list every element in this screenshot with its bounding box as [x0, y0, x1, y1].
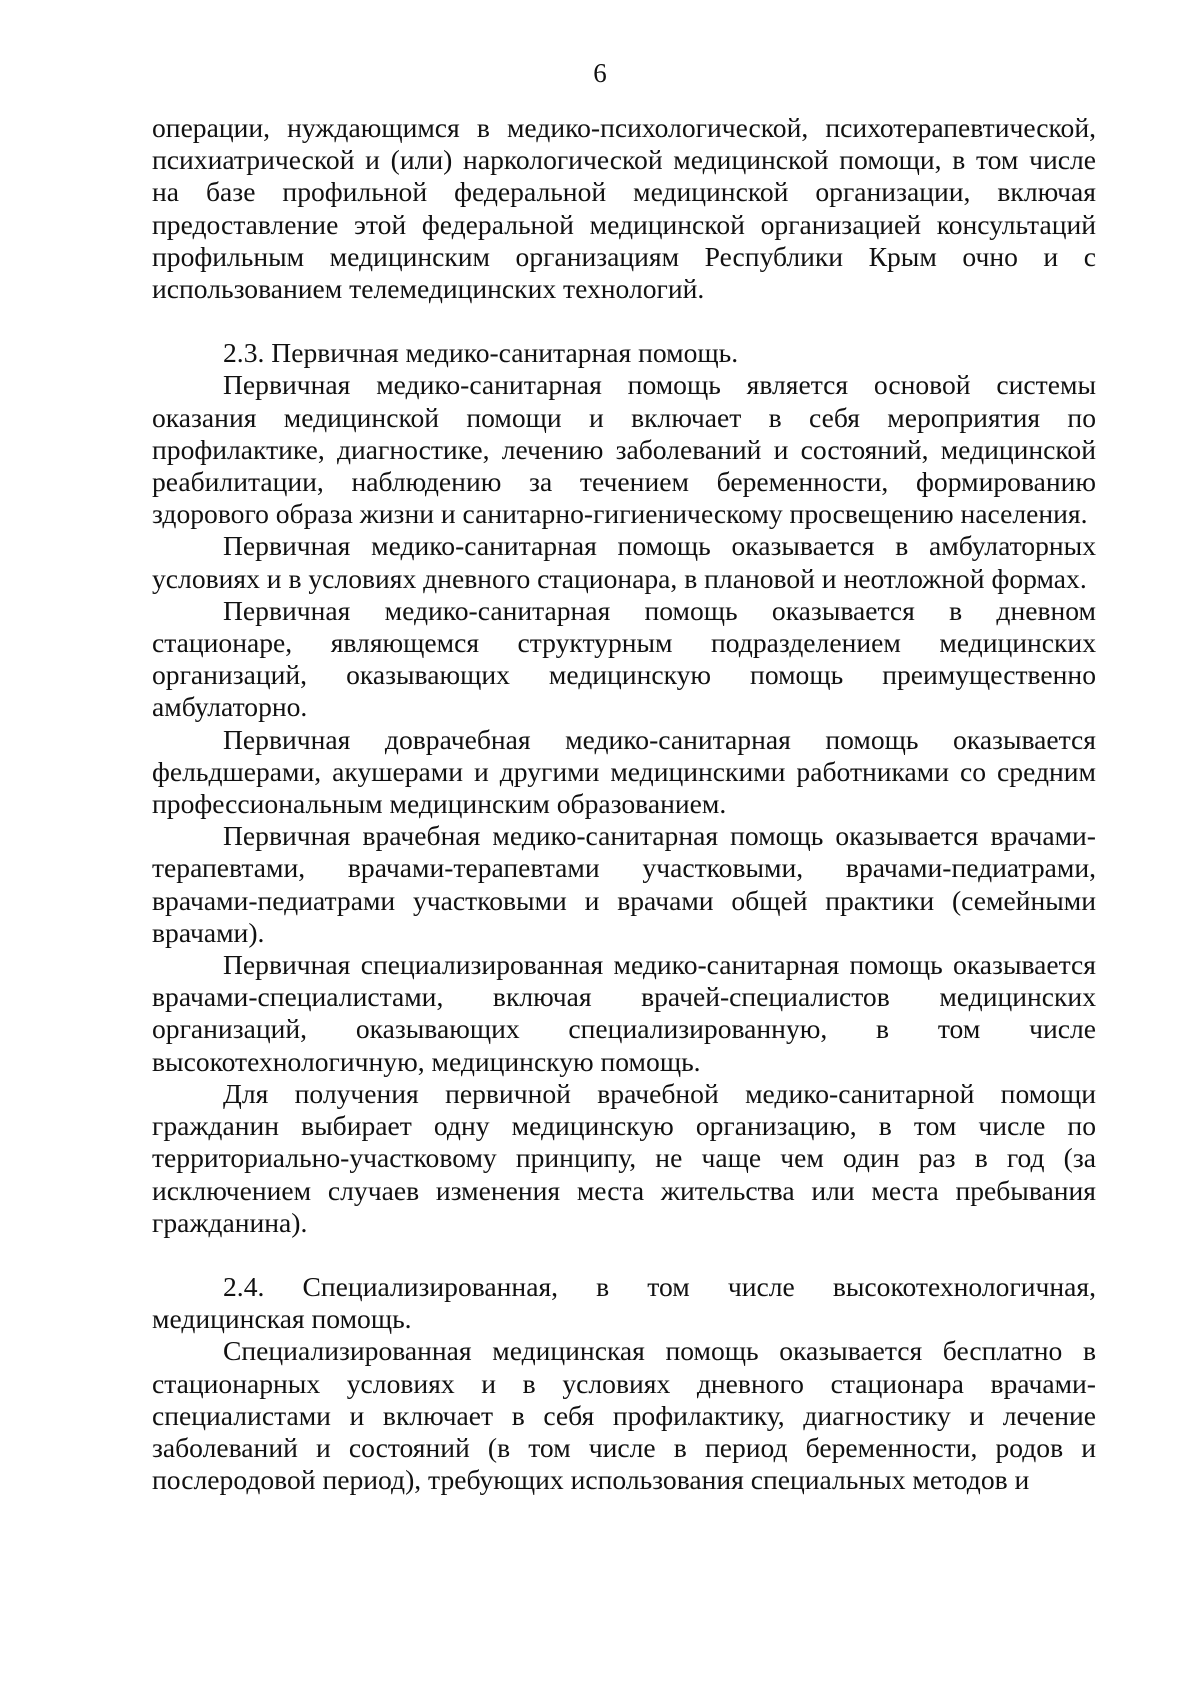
paragraph: Первичная специализированная медико-санитарная помощь оказывается врачами-специалистами, включая врачей-специалистов медицинских организаций, оказывающих специализированную, в том числе высокотехнологичную, медицинскую помощь.: [152, 949, 1096, 1077]
document-body: [152, 112, 1096, 1496]
paragraph: Первичная медико-санитарная помощь оказывается в дневном стационаре, являющемся структурным подразделением медицинских организаций, оказывающих медицинскую помощь преимущественно амбулаторно.: [152, 594, 1096, 723]
section-heading-2-3: 2.3. Первичная медико-санитарная помощь.: [223, 337, 739, 369]
paragraph: Первичная медико-санитарная помощь оказывается в амбулаторных условиях и в условиях дневного стационара, в плановой и неотложной формах.: [152, 530, 1096, 594]
section-heading-2-4: 2.4. Специализированная, в том числе высокотехнологичная, медицинская помощь.: [152, 1270, 1096, 1335]
paragraph: Первичная доврачебная медико-санитарная помощь оказывается фельдшерами, акушерами и другими медицинскими работниками со средним профессиональным медицинским образованием.: [152, 723, 1096, 820]
paragraph: Первичная врачебная медико-санитарная помощь оказывается врачами-терапевтами, врачами-терапевтами участковыми, врачами-педиатрами, врачами-педиатрами участковыми и врачами общей практики (семейными врачами).: [152, 820, 1096, 948]
paragraph: Специализированная медицинская помощь оказывается бесплатно в стационарных условиях и в условиях дневного стационара врачами-специалистами и включает в себя профилактику, диагностику и лечение заболеваний и состояний (в том числе в период беременности, родов и послеродовой период), требующих использования специальных методов и: [152, 1335, 1096, 1496]
paragraph: Для получения первичной врачебной медико-санитарной помощи гражданин выбирает одну медицинскую организацию, в том числе по территориально-участковому принципу, не чаще чем один раз в год (за исключением случаев изменения места жительства или места пребывания гражданина).: [152, 1077, 1096, 1238]
paragraph-continuation: операции, нуждающимся в медико-психологической, психотерапевтической, психиатрической и (или) наркологической медицинской помощи, в том числе на базе профильной федеральной медицинской организации, включая предоставление этой федеральной медицинской организацией консультаций профильным медицинским организациям Республики Крым очно и с использованием телемедицинских технологий.: [152, 112, 1096, 305]
paragraph: Первичная медико-санитарная помощь является основой системы оказания медицинской помощи и включает в себя мероприятия по профилактике, диагностике, лечению заболеваний и состояний, медицинской реабилитации, наблюдению за течением беременности, формированию здорового образа жизни и санитарно-гигиеническому просвещению населения.: [152, 369, 1096, 530]
page-number: 6: [593, 58, 607, 88]
